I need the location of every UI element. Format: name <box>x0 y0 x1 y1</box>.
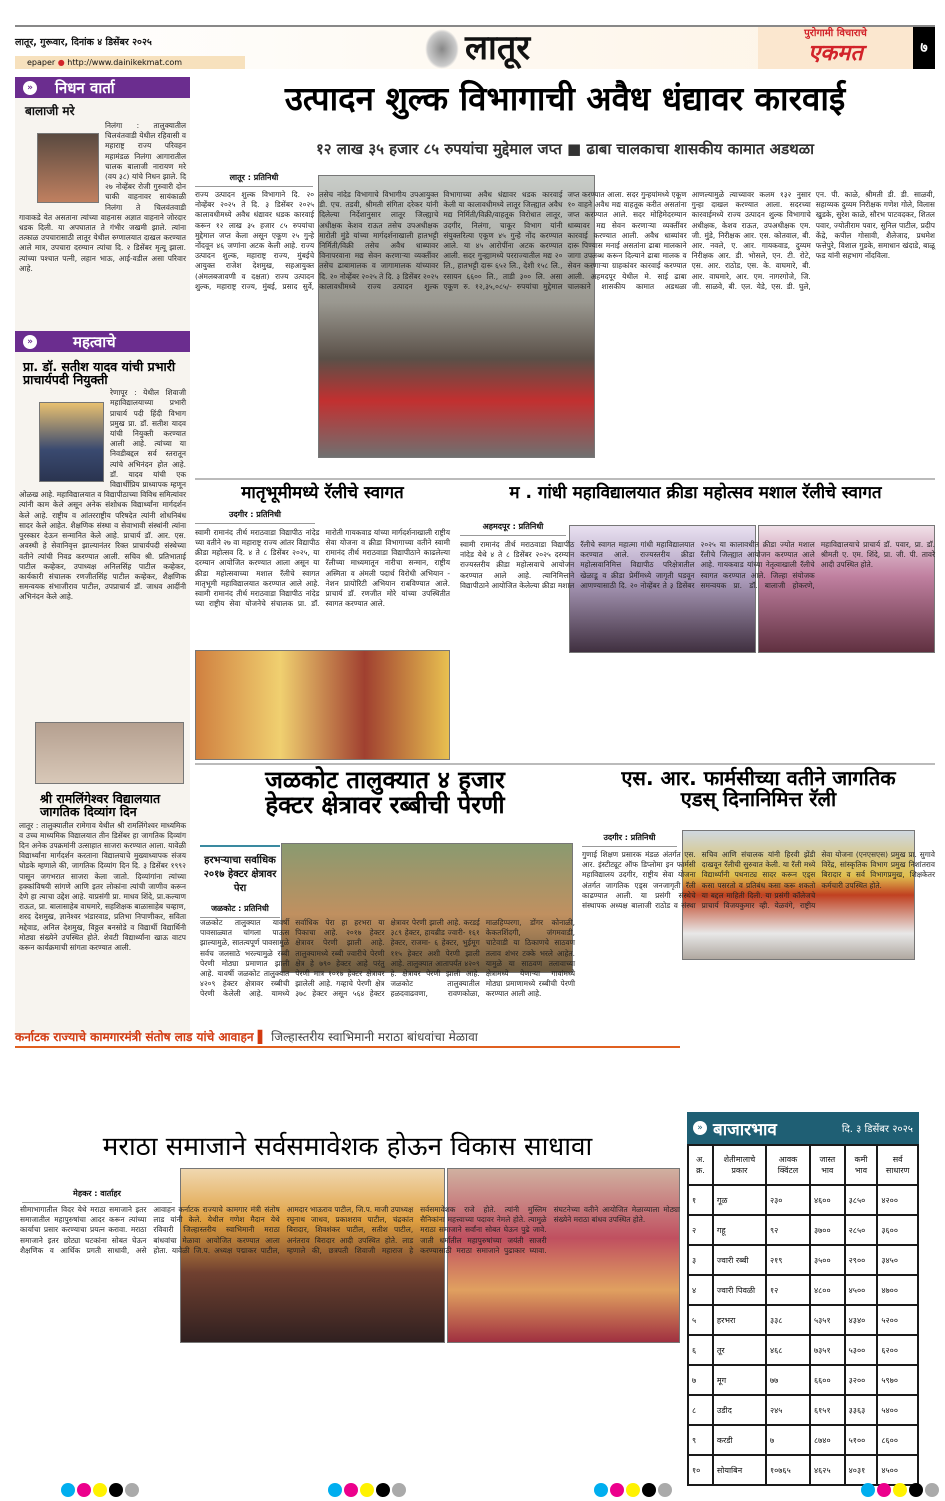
important-headline: प्रा. डॉ. सतीश यादव यांची प्रभारी प्राचार्यपदी नियुक्ती <box>23 359 176 388</box>
market-cell: ५९७० <box>877 1365 918 1395</box>
divyang-text: लातूर : तालुक्यातील रामेगाव येथील श्री रामलिंगेश्वर माध्यमिक व उच्च माध्यमिक विद्यालयात तीन डिसेंबर हा जागतिक दिव्यांग दिन अनेक उपक्रमांनी उत्साहात साजरा करण्यात आला. यावेळी विद्यार्थ्यांना मार्गदर्शन करताना विद्यालयाचे मुख्याध्यापक संजय घोडके म्हणाले की, जागतिक दिव्यांग दिन दि. ३ डिसेंबर १९९२ पासून जगभरात साजरा केला जातो. दिव्यांगांना त्यांच्या हक्कांविषयी सांगणे आणि इतर लोकांना त्यांची जाणीव करून देणे हा त्याचा उद्देश आहे. याप्रसंगी प्रा. माधव शिंदे, प्रा.कल्याण राऊत, प्रा. बालासाहेब वाघमारे, सहशिक्षक बाळासाहेब चव्हाण, शरद देशमुख, ज्ञानेश्वर भंडारवाड, प्रतिभा निपाणीकर, सविता मद्देवाड, अनिल देशमुख, विठ्ठल बनसोडे व विद्यार्थी विद्यार्थिनी मोठ्या संख्येने उपस्थित होते. शेवटी विद्यार्थ्यांना खाऊ वाटप करून कार्यक्रमाची सांगता करण्यात आली. <box>19 820 186 952</box>
important-header <box>15 331 190 352</box>
matrubhumi-story <box>195 485 450 760</box>
obituary-text: निलंगा : तालुक्यातील चिलवंतवाडी येथील रहिवासी व महाराष्ट्र राज्य परिवहन महामंडळ निलंगा आगारातील चालक बालाजी नारायण मरे (वय ३८) यांचे निधन झाले. दि २७ नोव्हेंबर रोजी गुरुवारी दोन चाकी वाहनावर सायंकाळी निलंगा ते चिलवंतवाडी गावाकडे येत असताना त्यांच्या वाहनास अज्ञात वाहनाने जोरदार धडक दिली. या अपघातात ते गंभीर जखमी झाले. त्यांना तत्काळ उपचारासाठी लातूर येथील रुग्णालयात दाखल करण्यात आले मात्र, उपचारा दरम्यान त्यांचा दि. २ डिसेंबर मृत्यू झाला. त्यांच्या पश्चात पत्नी, लहान भाऊ, आई-वडील असा परिवार आहे. <box>19 121 186 273</box>
market-cell: २४५ <box>766 1395 810 1425</box>
market-column-header: सर्व साधारण <box>877 1145 918 1185</box>
market-cell: ८६०० <box>877 1425 918 1455</box>
section-title: निधन वार्ता <box>55 78 115 97</box>
market-cell: ४६०० <box>810 1185 845 1215</box>
market-cell: ३६०० <box>877 1215 918 1245</box>
aids-headline: एस. आर. फार्मसीच्या वतीने जागतिक एडस् दिनानिमित्त रॅली <box>621 766 896 811</box>
market-cell: ४८०० <box>810 1275 845 1305</box>
market-cell: ४ <box>688 1275 713 1305</box>
market-cell: ५३५१ <box>810 1305 845 1335</box>
aids-dateline: उदगीर : प्रतिनिधी <box>582 832 677 847</box>
market-cell: ८ <box>688 1395 713 1425</box>
epaper-url: http://www.dainikekmat.com <box>67 58 183 67</box>
edition-title: लातूर <box>465 28 531 68</box>
market-cell: २ <box>688 1215 713 1245</box>
market-cell: ४३४० <box>845 1305 878 1335</box>
divyang-headline: श्री रामलिंगेश्वर विद्यालयात जागतिक दिव्यांग दिन <box>40 791 161 820</box>
gandhi-text: स्वामी रामानंद तीर्थ मराठवाडा विद्यापीठ नांदेड येथे ४ ते ८ डिसेंबर २०२५ दरम्यान राज्यस्तरीय क्रीडा महोत्सवाचे आयोजन करण्यात आले आहे. त्यानिमित्ताने विद्यापीठाने आयोजित केलेल्या क्रीडा मशाल रॅलीचे स्वागत महात्मा गांधी महाविद्यालयात करण्यात आले. राज्यस्तरीय क्रीडा महोत्सवानिमित्त विद्यापीठ परिक्षेत्रातील खेळाडू व क्रीडा प्रेमींमध्ये जागृती घडवून आणण्यासाठी दि. २० नोव्हेंबर ते ३ डिसेंबर २०२५ या कालावधीत क्रीडा ज्योत मशाल रॅलीचे जिल्ह्यात आयोजन करण्यात आले आहे. गायकवाड यांच्या नेतृत्वाखाली रॅलीचे स्वागत करण्यात आले. जिल्हा संयोजक समन्वयक प्रा. डॉ. बालाजी होकरणे, महाविद्यालयाचे प्राचार्य डॉ. पवार, प्रा. डॉ. श्रीमती ए. एम. शिंदे, प्रा. जी. पी. तावरे आदी उपस्थित होते. <box>460 540 935 590</box>
divider <box>195 763 935 765</box>
market-cell: ३ <box>688 1245 713 1275</box>
market-cell: उडीद <box>713 1395 766 1425</box>
market-row <box>688 1305 918 1335</box>
market-cell: १२ <box>766 1275 810 1305</box>
market-cell: ७३५१ <box>810 1335 845 1365</box>
chevron-down-icon: » <box>23 81 37 95</box>
brand-block <box>758 27 913 69</box>
page-number: ७ <box>913 27 935 69</box>
kicker-red: कर्नाटक राज्याचे कामगारमंत्री संतोष लाड यांचे आवाहन <box>15 1030 254 1044</box>
date-line: लातूर, गुरूवार, दिनांक ४ डिसेंबर २०२५ <box>15 37 152 48</box>
gandhi-dateline: अहमदपूर : प्रतिनिधी <box>460 521 566 536</box>
market-column-header: शेतीमालाचे प्रकार <box>713 1145 766 1185</box>
market-column-header: अ. क्र. <box>688 1145 713 1185</box>
masthead <box>15 25 935 69</box>
market-cell: ३५०० <box>810 1245 845 1275</box>
aids-text: गुणाई शिक्षण प्रसारक मंडळ अंतर्गत एस. आर. इंस्टीट्यूट ऑफ डिप्लोमा इन फार्मसी महाविद्यालय उदगीर, राष्ट्रीय सेवा योजना अंतर्गत जागतिक एड्स जनजागृती रॅली काढण्यात आली. या प्रसंगी संस्थेचे संस्थापक अध्यक्ष बालाजी राठोड व संस्था सचिव आणि संचालक यांनी हिरवी झेंडी दाखवून रॅलीची सुरुवात केली. या रॅली मध्ये विद्यार्थ्यांनी पथनाट्य सादर करून एड्स कसा पसरतो व प्रतिबंध कसा करू शकतो या बद्दल माहिती दिली. या प्रसंगी कॉलेजचे प्राचार्य विजयकुमार व्ही. येळवंगे, राष्ट्रीय सेवा योजना (एनएसएस) प्रमुख प्रा. सुगावे विरेंद्र, सांस्कृतिक विभाग प्रमुख निशांतराव बिरादार व सर्व विभागप्रमुख, शिक्षकेतर कर्मचारी उपस्थित होते. <box>582 850 935 911</box>
market-cell: २९०० <box>845 1245 878 1275</box>
matrubhumi-headline: मातृभूमीमध्ये रॅलीचे स्वागत <box>241 483 404 503</box>
lead-text: राज्य उत्पादन शुल्क विभागाने दि. २० नोव्हेंबर २०२५ ते दि. ३ डिसेंबर २०२५ कालावधीमध्ये अवैध धंद्यावर धडक कारवाई करून १२ लाख ३५ हजार ८५ रुपयांचा मुद्देमाल जप्त केला असून एकूण २५ गुन्हे नोंदवून ४६ जणांना अटक केली आहे. राज्य उत्पादन शुल्क, महाराष्ट्र राज्य, मुंबईचे आयुक्त राजेश देशमुख, सहआयुक्त (अंमलबजावणी व दक्षता) राज्य उत्पादन शुल्क, महाराष्ट्र राज्य, मुंबई, प्रसाद सुर्वे, तसेच नांदेड विभागाचे विभागीय उपआयुक्त डी. एच. तडवी, श्रीमती संगिता दरेकर यांनी दिलेल्या निर्देशानुसार लातूर जिल्ह्याचे अधीक्षक केशव राऊत तसेच उपअधीक्षक मारोती मुंडे यांच्या मार्गदर्शनाखाली हातभट्टी निर्मिती/विक्री तसेच अवैध धाब्यावर विनापरवाना मद्य सेवन करणाऱ्या व्यक्तींवर तसेच ढाबामालक व जागामालक यांच्यावर दि. २० नोव्हेंबर २०२५ ते दि. ३ डिसेंबर २०२५ कालावधीमध्ये राज्य उत्पादन शुल्क विभागाच्या अवैध धंद्यावर धडक कारवाई केली या कालावधीमध्ये लातूर जिल्ह्यात अवैध मद्य निर्मिती/विक्री/वाहतूक विरोधात लातूर, उदगीर, निलंगा, चाकूर विभाग यांनी संयुक्तरित्या एकूण ४५ गुन्हे नोंद करण्यात आले. या ४५ आरोपींना अटक करण्यात आली. सदर गुन्ह्यामध्ये परराज्यातील मद्य २० लि., हातभट्टी दारू ६५२ लि., देशी १५८ लि., रसायन ६६०० लि., ताडी ३०० लि. असा एकूण रु. १२,३५,०८५/- रुपयांचा मुद्देमाल जप्त करण्यात आला. सदर गुन्हयांमध्ये एकूण १० वाहने अवैध मद्य वाहतूक करीत असतांना जप्त करण्यात आले. सदर मोहिमेदरम्यान धाब्यावर मद्य सेवन करणाऱ्या व्यक्तींवर कारवाई करण्यात आली. अवैध धाब्यांवर दारू पिण्यास मनाई असतांना ढाबा मालकाने जागा उपलब्ध करून दिल्याने ढाबा मालक व सेवन करणाऱ्या ग्राहकांवर कारवाई करण्यात आली. अहमदपूर येथील मे. साई ढाबा चालकाने शासकीय कामात अडथळा आणल्यामुळे त्याच्यावर कलम १३२ नुसार गुन्हा दाखल करण्यात आला. सदरच्या कारवाईमध्ये राज्य उत्पादन शुल्क विभागाचे अधीक्षक, केशव राऊत, उपअधीक्षक एम. जी. मुंडे, निरीक्षक आर. एस. कोतवाल, बी. आर. नवले, ए. आर. गायकवाड, दुय्यम निरीक्षक आर. डी. भोसले, एन. टी. रोटे, एस. आर. राठोड, एस. के. वाघमारे, बी. आर. वाघमारे, आर. एम. नागरगोजे, जि. जी. साळवे, बी. एल. येडे, एस. डी. घुले, एन. पी. काळे, श्रीमती डी. डी. साळवी, सहाय्यक दुय्यम निरीक्षक गणेश गोले, विलास खुडके, सुरेश काळे, सौरभ पाटवदकर, शितल पवार, ज्योतीराम पवार, सुनिल पाटील, प्रदीप केंद्रे, कपील गोसावी, शैलेजाद, प्रथमेश फत्तेपुरे, विशाल गुडके, समाधान खंदाडे, बाळू फड यांनी सहभाग नोंदविला. <box>195 190 935 291</box>
maratha-text: सीमाभागातील विदर येथे मराठा समाजाने इतर समाजातील महापुरुषांचा आदर करून त्यांच्या कार्याचा प्रसार करण्याचा प्रयत्न करावा. मराठा समाजाने इतर छोट्या घटकांना सोबत घेऊन शैक्षणिक व आर्थिक प्रगती साधावी, असे आवाहन कर्नाटक राज्याचे कामगार मंत्री संतोष लाड यांनी केले. येथील गणेश मैदान येथे रविवारी जिल्हास्तरीय स्वाभिमानी मराठा बांधवांचा मेळावा आयोजित करण्यात आला होता. यावेळी जि.प. अध्यक्ष पद्माकर पाटील, आमदार भाऊराव पाटील, जि.प. माजी उपाध्यक्ष रघुनाथ जाधव, प्रकाशराव पाटील, चंद्रकांत बिरादार, शिवशंकर पाटील, सतीश पाटील, अनंतराव बिरादार आदी उपस्थित होते. लाड म्हणाले की, छत्रपती शिवाजी महाराज हे सर्वसमावेशक राजे होते. त्यांनी मुस्लिम सैनिकांना महत्त्वाच्या पदावर नेमले होते. त्यामुळे मराठा समाजाने सर्वांना सोबत घेऊन पुढे जावे. जाती धर्मातील महापुरुषांच्या जयंती साजरी करण्यासाठी मराठा समाजाने पुढाकार घ्यावा. संघटनेच्या वतीने आयोजित मेळाव्याला मोठ्या संख्येने मराठा बांधव उपस्थित होते. <box>20 1205 680 1255</box>
divider <box>195 478 935 480</box>
jalkot-text: जळकोट तालुक्यात यावर्षी पावसाळ्यात चांगला पाऊस झाल्यामुळे, सातत्यपूर्ण पावसामुळे सर्वच जलसाठे भरल्यामुळे रब्बी पेरणी मोठ्या प्रमाणात झाली आहे. यावर्षी जळकोट तालुक्यात ४२०९ हेक्टर क्षेत्रावर रब्बीची पेरणी केलेली आहे. यामध्ये सर्वाधिक पेरा हा हरभरा या पिकाचा आहे. २०१७ हेक्टर क्षेत्रावर पेरणी झाली आहे. तालुक्यामध्ये रब्बी ज्वारीचे पेरणी क्षेत्र हे ७९० हेक्टर आहे परंतु पेरणी मात्र १०१७ हेक्टर क्षेत्रावर झालेली आहे. गव्हाचे पेरणी क्षेत्र ३७८ हेक्टर असून ५६४ हेक्टर क्षेत्रावर पेरणी झाली आहे. करडई ३८९ हेक्टर, हायब्रीड ज्वारी- १६१ हेक्टर, राजमा- ६ हेक्टर, भुईमूग ११५ हेक्टर अशी पेरणी झाली आहे. तालुक्यात आतापर्यंत ४२०९ हे. क्षेत्रावर पेरणी झाली आहे. जळकोट तालुक्यातील हळदवाढवणा, रावणकोळा, माळहिप्परगा, डोंगर कोनाळी, केकतशिंदगी, जंगमवाडी, चाटेवाडी या ठिकाणचे साठवण तलाव शंभर टक्के भरले आहेत. यामुळे या साठवण तलावाच्या क्षेत्रामध्ये येणाऱ्या गावांमध्ये मोठ्या प्रमाणामध्ये रब्बीची पेरणी करण्यात आली आहे. <box>200 918 575 999</box>
color-dots <box>327 1482 407 1501</box>
subhead-part: ढाबा चालकाचा शासकीय कामात अडथळा <box>586 140 815 158</box>
market-cell: १ <box>688 1185 713 1215</box>
market-cell: ४५०० <box>877 1455 918 1485</box>
market-cell: ४२०० <box>877 1185 918 1215</box>
market-table <box>687 1144 919 1486</box>
chevron-down-icon: » <box>23 335 37 349</box>
globe-icon: ● <box>57 58 65 67</box>
market-cell: ७ <box>688 1365 713 1395</box>
students-photo <box>35 722 184 784</box>
jalkot-dateline: जळकोट : प्रतिनिधी <box>200 903 280 918</box>
market-cell: २८५० <box>845 1215 878 1245</box>
market-column-header: जास्त भाव <box>810 1145 845 1185</box>
maratha-dateline: मेहकर : वार्ताहर <box>22 1188 172 1203</box>
market-header <box>687 1112 919 1144</box>
jalkot-story <box>195 768 575 1023</box>
jalkot-headline: जळकोट तालुक्यात ४ हजार हेक्टर क्षेत्रावर रब्बीची पेरणी <box>265 766 505 820</box>
market-row <box>688 1335 918 1365</box>
obituary-header <box>15 77 190 98</box>
aids-story <box>582 768 935 1023</box>
market-row <box>688 1365 918 1395</box>
gandhi-headline: म . गांधी महाविद्यालयात क्रीडा महोत्सव मशाल रॅलीचे स्वागत <box>509 483 882 503</box>
market-cell: ४७०० <box>877 1275 918 1305</box>
color-dots <box>60 1482 140 1501</box>
market-cell: तूर <box>713 1335 766 1365</box>
market-cell: ५१०० <box>845 1425 878 1455</box>
section-title: महत्वाचे <box>73 332 116 351</box>
market-cell: ३८५० <box>845 1185 878 1215</box>
lead-subhead <box>195 139 935 159</box>
market-cell: ६६०० <box>810 1365 845 1395</box>
market-cell: मूग <box>713 1365 766 1395</box>
lead-story <box>195 172 935 472</box>
kicker-grey: जिल्हास्तरीय स्वाभिमानी मराठा बांधवांचा मेळावा <box>271 1030 478 1044</box>
satish-yadav-portrait <box>39 402 104 482</box>
market-cell: ७ <box>766 1425 810 1455</box>
market-cell: ३२०० <box>845 1365 878 1395</box>
market-row <box>688 1275 918 1305</box>
market-cell: ६१५१ <box>810 1395 845 1425</box>
jalkot-sidebar <box>200 845 280 894</box>
market-cell: ५३०० <box>845 1335 878 1365</box>
market-row <box>688 1245 918 1275</box>
chevron-down-icon: » <box>693 1121 707 1135</box>
market-column-header: कमी भाव <box>845 1145 878 1185</box>
market-cell: सोयाबिन <box>713 1455 766 1485</box>
market-cell: ३३८ <box>766 1305 810 1335</box>
market-cell: १०७६५ <box>766 1455 810 1485</box>
market-cell: गहू <box>713 1215 766 1245</box>
market-cell: ८७४० <box>810 1425 845 1455</box>
epaper-link[interactable] <box>15 56 245 69</box>
market-cell: गूळ <box>713 1185 766 1215</box>
market-cell: ४६२५ <box>810 1455 845 1485</box>
market-cell: ज्वारी रब्बी <box>713 1245 766 1275</box>
market-cell: ५४०० <box>877 1395 918 1425</box>
matrubhumi-dateline: उदगीर : प्रतिनिधी <box>195 509 315 524</box>
important-text: रेणापूर : येथील शिवाजी महाविद्यालयाच्या प्रभारी प्राचार्य पदी हिंदी विभाग प्रमुख प्रा. डॉ. सतीश यादव यांची नियुक्ती करण्यात आली आहे. त्यांच्या या निवडीबद्दल सर्व स्तरातून त्यांचे अभिनंदन होत आहे. डॉ. यादव यांची एक विद्यार्थीप्रिय प्राध्यापक म्हणून ओळख आहे. महाविद्यालयात व विद्यापीठाच्या विविध समित्यांवर त्यांनी काम केले असून अनेक संशोधक विद्यार्थ्यांना मार्गदर्शन केले आहे. राष्ट्रीय व आंतरराष्ट्रीय परिषदेत त्यांनी शोधनिबंध सादर केले आहेत. शैक्षणिक संस्था व सेवाभावी संस्थांनी त्यांना पुरस्कार देऊन सन्मानित केले आहे. प्राचार्य डॉ. आर. एस. अवस्थी हे सेवानिवृत्त झाल्यानंतर रिक्त प्राचार्यपदी संस्थेच्या वतीने त्यांची निवड करण्यात आली. सचिव श्री. प्रतिभाताई पाटील कव्हेकर, उपाध्यक्ष अनिलसिंह पाटील कव्हेकर, कार्यकारी संचालक रणजीतसिंह पाटील कव्हेकर, शैक्षणिक समन्वयक संभाजीराव पाटील, उपप्राचार्य डॉ. जाधव आदींनी अभिनंदन केले आहे. <box>19 388 186 602</box>
maratha-kicker <box>15 1028 680 1048</box>
maratha-headline: मराठा समाजाने सर्वसमावेशक होऊन विकास साधावा <box>102 1132 593 1162</box>
market-cell: ४०३१ <box>845 1455 878 1485</box>
matrubhumi-rally-photo <box>195 650 450 760</box>
market-row <box>688 1215 918 1245</box>
lead-dateline: लातूर : प्रतिनिधी <box>195 172 313 187</box>
subhead-part: १२ लाख ३५ हजार ८५ रुपयांचा मुद्देमाल जप्त <box>315 140 562 158</box>
market-cell: ३४५० <box>877 1245 918 1275</box>
market-cell: ६२०० <box>877 1335 918 1365</box>
matrubhumi-text: स्वामी रामानंद तीर्थ मराठवाडा विद्यापीठ नांदेड च्या वतीने २७ वा महाराष्ट्र राज्य आंतर विद्यापीठ क्रीडा महोत्सव दि. ४ ते ८ डिसेंबर २०२५, या दरम्यान आयोजित करण्यात आला असून या क्रीडा महोत्सवाच्या मशाल रॅलीचे स्वागत मातृभूमी महाविद्यालयात करण्यात आले आहे. स्वामी रामानंद तीर्थ मराठवाडा विद्यापीठ नांदेड च्या राष्ट्रीय सेवा योजनेचे संचालक प्रा. डॉ. मारोती गायकवाड यांच्या मार्गदर्शनाखाली राष्ट्रीय सेवा योजना व क्रीडा विभागाच्या वतीने स्वामी रामानंद तीर्थ मराठवाडा विद्यापीठाने काढलेल्या रॅलीच्या माध्यमातून नारीचा सन्मान, राष्ट्रीय अस्मिता व अंमली पदार्थ विरोधी अभियान - नेशन प्रायोरिटी अभियान राबविण्यात आले. प्राचार्य डॉ. रणजीत मोरे यांच्या उपस्थितीत स्वागत करण्यात आले. <box>195 527 450 609</box>
left-column <box>15 77 190 1037</box>
market-column-header: आवक क्विंटल <box>766 1145 810 1185</box>
market-cell: हरभरा <box>713 1305 766 1335</box>
color-dots <box>860 1482 940 1501</box>
market-cell: करडी <box>713 1425 766 1455</box>
market-title: बाजारभाव <box>713 1119 777 1140</box>
market-rates <box>687 1112 919 1486</box>
market-cell: ४५०० <box>845 1275 878 1305</box>
gandhi-story <box>456 485 935 760</box>
market-row <box>688 1425 918 1455</box>
sidebar-text: हरभऱ्याचा सर्वाधिक २०१७ हेक्टर क्षेत्रावर पेरा <box>203 855 277 894</box>
market-cell: २३० <box>766 1185 810 1215</box>
market-cell: ६ <box>688 1335 713 1365</box>
market-cell: १० <box>688 1455 713 1485</box>
kicker-separator: ▌ <box>257 1030 267 1044</box>
market-date: दि. ३ डिसेंबर २०२५ <box>841 1124 913 1135</box>
market-row <box>688 1185 918 1215</box>
market-cell: ३७०० <box>810 1215 845 1245</box>
epaper-label: epaper <box>27 58 56 67</box>
brand-tagline: पुरोगामी विचाराचे <box>804 28 867 39</box>
color-dots <box>593 1482 673 1501</box>
market-cell: ९२ <box>766 1215 810 1245</box>
market-cell: ३३६३ <box>845 1395 878 1425</box>
market-cell: ४६८ <box>766 1335 810 1365</box>
color-registration-marks <box>60 1482 940 1501</box>
lead-headline: उत्पादन शुल्क विभागाची अवैध धंद्यावर कारवाई <box>284 79 846 118</box>
market-cell: ७७ <box>766 1365 810 1395</box>
market-cell: ज्वारी पिवळी <box>713 1275 766 1305</box>
obituary-portrait <box>37 133 99 203</box>
market-cell: २१९ <box>766 1245 810 1275</box>
market-cell: ५ <box>688 1305 713 1335</box>
square-bullet-icon: ■ <box>567 140 587 158</box>
market-row <box>688 1455 918 1485</box>
district-map-logo <box>425 29 459 69</box>
brand-logo: एकमत <box>808 41 863 66</box>
obituary-name: बालाजी मरे <box>25 104 75 118</box>
market-row <box>688 1395 918 1425</box>
market-cell: ५२०० <box>877 1305 918 1335</box>
market-cell: ९ <box>688 1425 713 1455</box>
